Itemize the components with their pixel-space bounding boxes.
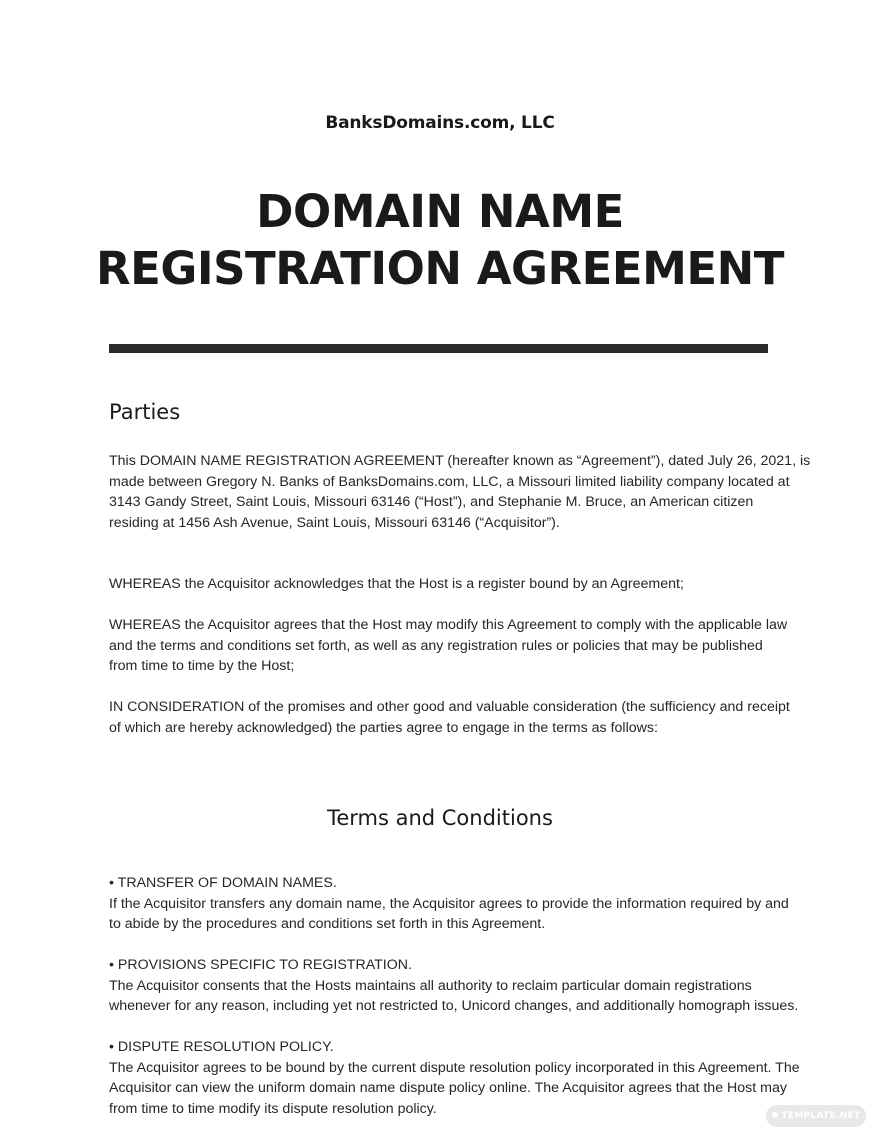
document-title-line-1: DOMAIN NAME: [256, 185, 624, 238]
text-line: This DOMAIN NAME REGISTRATION AGREEMENT (hereafter known as “Agreement”), dated July 26, 2021, is: [109, 453, 811, 469]
clause-title: • DISPUTE RESOLUTION POLICY.: [109, 1039, 334, 1055]
text-line: 3143 Gandy Street, Saint Louis, Missouri 63146 (“Host”), and Stephanie M. Bruce, an American citizen: [109, 494, 754, 511]
whereas-register-paragraph: [109, 574, 777, 595]
text-line: The Acquisitor agrees to be bound by the current dispute resolution policy incorporated in this Agreement. The: [109, 1059, 800, 1076]
text-line: IN CONSIDERATION of the promises and other good and valuable consideration (the sufficiency and receipt: [109, 699, 790, 715]
clause-title: • PROVISIONS SPECIFIC TO REGISTRATION.: [109, 957, 412, 973]
title-divider: [109, 344, 768, 353]
text-line: WHEREAS the Acquisitor acknowledges that the Host is a register bound by an Agreement;: [109, 576, 684, 592]
text-line: of which are hereby acknowledged) the parties agree to engage in the terms as follows:: [109, 719, 658, 736]
template-watermark: [766, 1105, 866, 1127]
parties-heading: Parties: [109, 400, 181, 424]
dispute-clause: [109, 1037, 800, 1119]
company-name: BanksDomains.com, LLC: [325, 113, 555, 133]
text-line: to abide by the procedures and conditions set forth in this Agreement.: [109, 916, 546, 933]
text-line: whenever for any reason, including yet not restricted to, Unicord changes, and additionally homograph issues.: [109, 998, 799, 1015]
text-line: WHEREAS the Acquisitor agrees that the Host may modify this Agreement to comply with the applicable law: [109, 617, 788, 633]
watermark-dot-icon: [772, 1112, 778, 1118]
text-line: Acquisitor can view the uniform domain name dispute policy online. The Acquisitor agrees that the Host may: [109, 1080, 787, 1097]
document-title: [0, 183, 880, 297]
text-line: residing at 1456 Ash Avenue, Saint Louis, Missouri 63146 (“Acquisitor”).: [109, 514, 560, 531]
consideration-paragraph: [109, 697, 790, 738]
text-line: from time to time by the Host;: [109, 658, 295, 675]
text-line: The Acquisitor consents that the Hosts maintains all authority to reclaim particular domain registrations: [109, 977, 752, 994]
text-line: made between Gregory N. Banks of BanksDomains.com, LLC, a Missouri limited liability company located at: [109, 473, 790, 490]
text-line: from time to time modify its dispute resolution policy.: [109, 1100, 437, 1117]
transfer-clause: [109, 873, 789, 935]
watermark-label: TEMPLATE.NET: [781, 1111, 861, 1121]
provisions-clause: [109, 955, 799, 1017]
parties-intro-paragraph: [109, 451, 811, 533]
text-line: and the terms and conditions set forth, as well as any registration rules or policies that may be published: [109, 637, 763, 654]
whereas-modify-paragraph: [109, 615, 788, 677]
terms-heading: Terms and Conditions: [327, 806, 553, 830]
document-title-line-2: REGISTRATION AGREEMENT: [96, 242, 784, 295]
clause-title: • TRANSFER OF DOMAIN NAMES.: [109, 875, 337, 891]
text-line: If the Acquisitor transfers any domain name, the Acquisitor agrees to provide the information required by and: [109, 895, 789, 912]
